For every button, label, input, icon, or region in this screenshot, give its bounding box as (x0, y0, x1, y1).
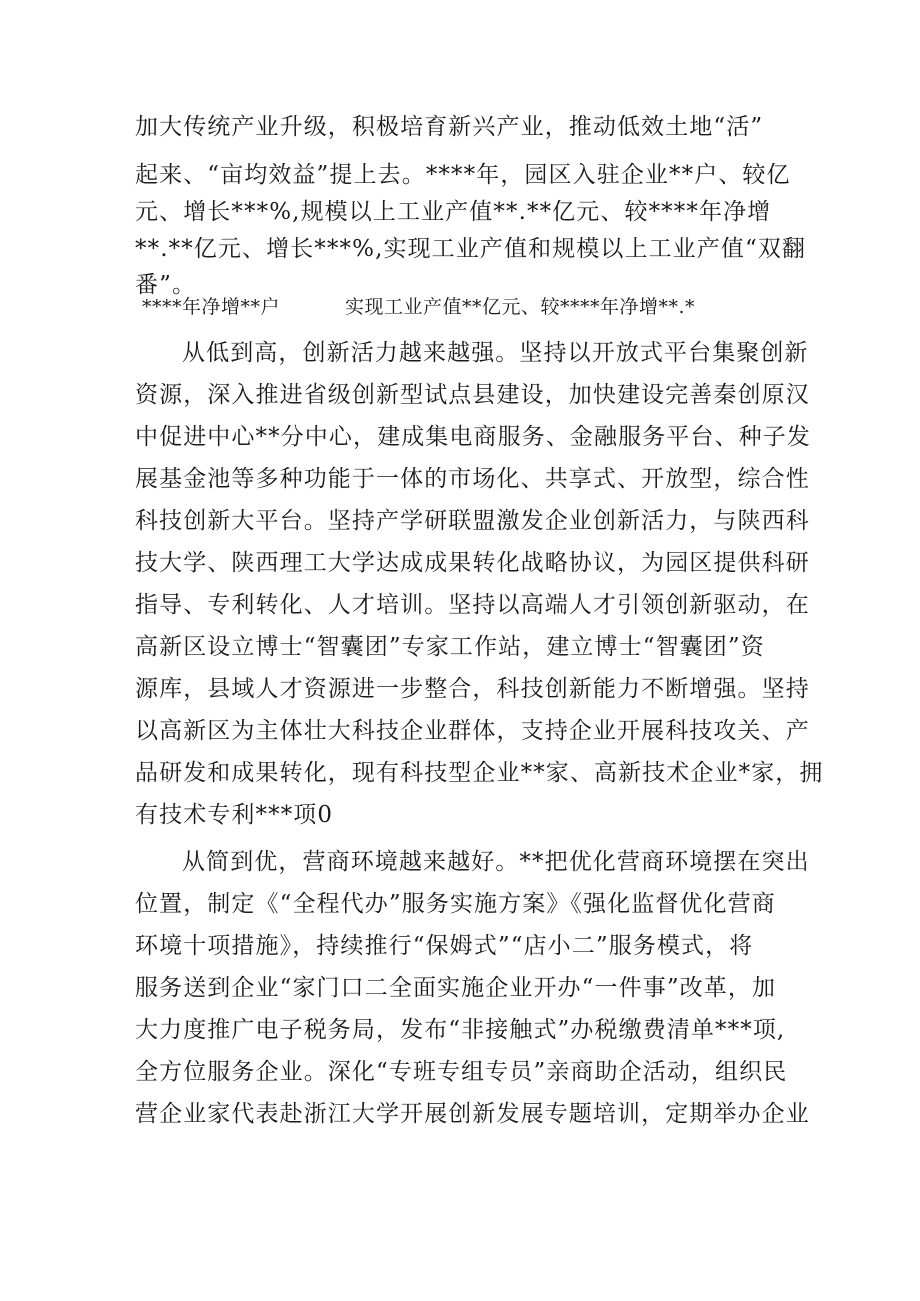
innovation-line-7: 指导、专利转化、人才培训。坚持以高端人才引领创新驱动，在 (135, 592, 810, 618)
business-line-3: 环境十项措施》，持续推行“保姆式”“店小二”服务模式，将 (135, 933, 754, 959)
intro-line-4: **.**亿元、增长***%,实现工业产值和规模以上工业产值“双翻 (135, 236, 807, 262)
innovation-line-5: 科技创新大平台。坚持产学研联盟激发企业创新活力，与陕西科 (135, 508, 810, 534)
innovation-line-2: 资源，深入推进省级创新型试点县建设，加快建设完善秦创原汉 (135, 382, 810, 408)
innovation-line-9: 源库，县域人才资源进一步整合，科技创新能力不断增强。坚持 (135, 676, 810, 702)
business-line-1: 从简到优，营商环境越来越好。**把优化营商环境摆在突出 (182, 849, 810, 875)
intro-line-2: 起来、“亩均效益”提上去。****年，园区入驻企业**户、较亿 (135, 162, 791, 188)
innovation-line-4: 展基金池等多种功能于一体的市场化、共享式、开放型，综合性 (135, 466, 810, 492)
innovation-line-3: 中促进中心**分中心，建成集电商服务、金融服务平台、种子发 (135, 424, 811, 450)
intro-line-3: 元、增长***%,规模以上工业产值**.**亿元、较****年净增 (135, 199, 772, 225)
innovation-line-11: 品研发和成果转化，现有科技型企业**家、高新技术企业*家，拥 (135, 760, 824, 786)
fragment-left: ****年净增**户 (142, 296, 281, 318)
innovation-line-8: 高新区设立博士“智囊团”专家工作站，建立博士“智囊团”资 (135, 634, 765, 660)
business-line-6: 全方位服务企业。深化“专班专组专员”亲商助企活动，组织民 (135, 1059, 788, 1085)
business-line-7: 营企业家代表赴浙江大学开展创新发展专题培训，定期举办企业 (135, 1101, 810, 1127)
intro-line-5: 番”。 (135, 272, 197, 298)
innovation-line-10: 以高新区为主体壮大科技企业群体，支持企业开展科技攻关、产 (135, 718, 810, 744)
fragment-right: 实现工业产值**亿元、较****年净增**.* (345, 296, 696, 318)
business-line-5: 大力度推广电子税务局，发布“非接触式”办税缴费清单***项, (135, 1017, 786, 1043)
innovation-line-6: 技大学、陕西理工大学达成成果转化战略协议，为园区提供科研 (135, 550, 810, 576)
business-line-2: 位置，制定《“全程代办”服务实施方案》《强化监督优化营商 (135, 891, 776, 917)
innovation-line-1: 从低到高，创新活力越来越强。坚持以开放式平台集聚创新 (182, 340, 809, 366)
business-line-4: 服务送到企业“家门口二全面实施企业开办“一件事”改革，加 (135, 975, 777, 1001)
innovation-line-12: 有技术专利***项0 (135, 802, 334, 828)
intro-line-1: 加大传统产业升级，积极培育新兴产业，推动低效土地“活” (135, 114, 764, 140)
